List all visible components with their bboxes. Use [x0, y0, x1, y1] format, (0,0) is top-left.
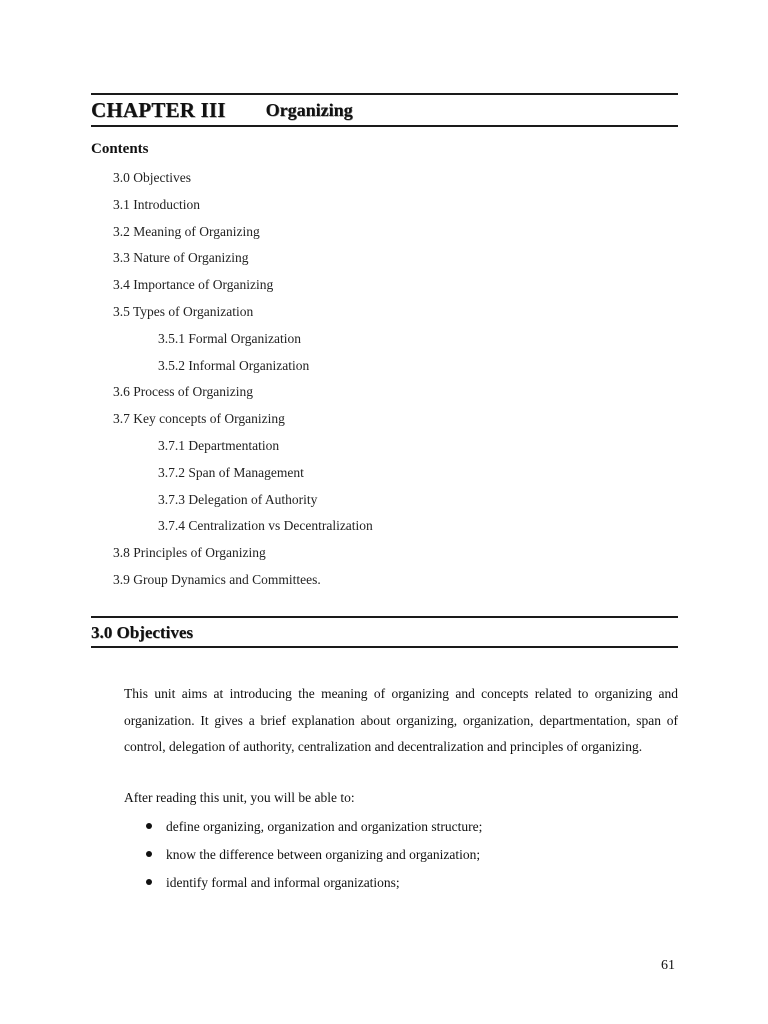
chapter-top-rule [91, 93, 678, 95]
objectives-paragraph: This unit aims at introducing the meaning of organizing and concepts related to organizing and organization. It gives a brief explanation about organizing, organization, departmentation, span of control, delegation of authority, centralization and decentralization and principles of organizing. [124, 686, 678, 754]
objective-bullet [146, 817, 482, 837]
contents-item: 3.6 Process of Organizing [113, 384, 253, 400]
objective-bullet-text: identify formal and informal organizations; [166, 875, 400, 890]
contents-item: 3.5 Types of Organization [113, 304, 254, 319]
objective-bullet-text: know the difference between organizing and organization; [166, 847, 481, 862]
contents-item: 3.4 Importance of Organizing [113, 277, 274, 293]
objective-bullet [146, 873, 400, 893]
chapter-label: CHAPTER III [91, 97, 226, 122]
contents-item: 3.7.1 Departmentation [158, 438, 280, 453]
section-heading: 3.0 Objectives [91, 623, 193, 642]
contents-item: 3.5.2 Informal Organization [158, 357, 310, 373]
contents-item: 3.0 Objectives [113, 170, 191, 185]
section-top-rule [91, 616, 678, 618]
contents-item: 3.3 Nature of Organizing [113, 250, 249, 266]
contents-item: 3.1 Introduction [113, 196, 200, 212]
bullet-dot-icon [146, 823, 152, 829]
chapter-bottom-rule [91, 125, 678, 127]
page-number: 61 [661, 958, 675, 973]
objective-bullet [146, 845, 480, 865]
contents-item: 3.5.1 Formal Organization [158, 330, 301, 346]
contents-title: Contents [91, 141, 149, 157]
section-bottom-rule [91, 646, 678, 648]
contents-item: 3.7 Key concepts of Organizing [113, 411, 285, 427]
contents-item: 3.7.3 Delegation of Authority [158, 491, 318, 507]
bullet-dot-icon [146, 851, 152, 857]
bullet-dot-icon [146, 879, 152, 885]
objective-bullet-text: define organizing, organization and organization structure; [166, 819, 483, 834]
chapter-title: Organizing [265, 99, 353, 120]
chapter-header [91, 96, 353, 124]
contents-item: 3.9 Group Dynamics and Committees. [113, 572, 321, 587]
contents-item: 3.2 Meaning of Organizing [113, 223, 260, 239]
after-reading-text: After reading this unit, you will be able to: [124, 790, 355, 805]
contents-item: 3.8 Principles of Organizing [113, 545, 266, 561]
contents-item: 3.7.4 Centralization vs Decentralization [158, 518, 373, 534]
contents-item: 3.7.2 Span of Management [158, 464, 304, 480]
